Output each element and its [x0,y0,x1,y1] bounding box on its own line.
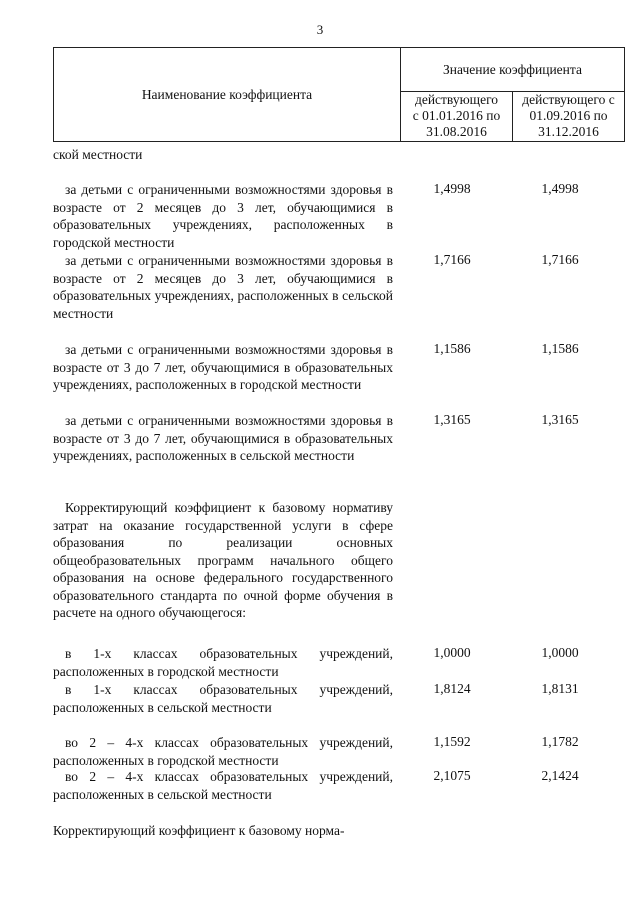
value-period-2: 1,7166 [541,252,579,267]
coefficient-name: Корректирующий коэффициент к базовому норма- [53,823,345,838]
coefficient-name: Корректирующий коэффициент к базовому нормативу затрат на оказание государственной услуги в сфере образования по реализации основных общеобразовательных программ начального общего образования на основе федерального государственного образовательного стандарта по очной форме обучения в расчете на одного обучающегося: [53,500,393,620]
coefficient-name: ской местности [53,147,143,162]
value-period-1: 2,1075 [433,768,471,783]
value-period-1: 1,3165 [433,412,471,427]
value-period-2: 1,4998 [541,181,579,196]
coefficient-name: во 2 – 4-х классах образовательных учреждений, расположенных в городской местности [53,735,393,768]
table-header [53,47,625,142]
header-period-1-label: действующего с 01.01.2016 по 31.08.2016 [412,92,501,139]
value-period-2: 1,3165 [541,412,579,427]
coefficient-name: во 2 – 4-х классах образовательных учреждений, расположенных в сельской местности [53,769,393,802]
coefficient-name: в 1-х классах образовательных учреждений, расположенных в городской местности [53,646,393,679]
header-name-column: Наименование коэффициента [54,48,401,141]
value-period-2: 1,1586 [541,341,579,356]
header-value-column: Значение коэффициента [401,48,624,92]
value-period-1: 1,4998 [433,181,471,196]
value-period-1: 1,1592 [433,734,471,749]
value-period-2: 1,8131 [541,681,579,696]
page-number: 3 [316,22,324,37]
value-period-1: 1,1586 [433,341,471,356]
value-period-1: 1,7166 [433,252,471,267]
value-period-1: 1,8124 [433,681,471,696]
value-period-2: 1,0000 [541,645,579,660]
coefficient-name: за детьми с ограниченными возможностями здоровья в возрасте от 2 месяцев до 3 лет, обучающимися в образовательных учреждениях, расположенных в сельской местности [53,253,393,321]
value-period-2: 1,1782 [541,734,579,749]
value-period-1: 1,0000 [433,645,471,660]
header-period-2 [513,91,624,141]
header-period-2-label: действующего с 01.09.2016 по 31.12.2016 [522,92,615,139]
coefficient-name: за детьми с ограниченными возможностями здоровья в возрасте от 2 месяцев до 3 лет, обучающимися в образовательных учреждениях, расположенных в городской местности [53,182,393,250]
value-period-2: 2,1424 [541,768,579,783]
header-period-1 [401,91,513,141]
coefficient-name: за детьми с ограниченными возможностями здоровья в возрасте от 3 до 7 лет, обучающимися в образовательных учреждениях, расположенных в городской местности [53,342,393,392]
coefficient-name: за детьми с ограниченными возможностями здоровья в возрасте от 3 до 7 лет, обучающимися в образовательных учреждениях, расположенных в сельской местности [53,413,393,463]
coefficient-name: в 1-х классах образовательных учреждений, расположенных в сельской местности [53,682,393,715]
